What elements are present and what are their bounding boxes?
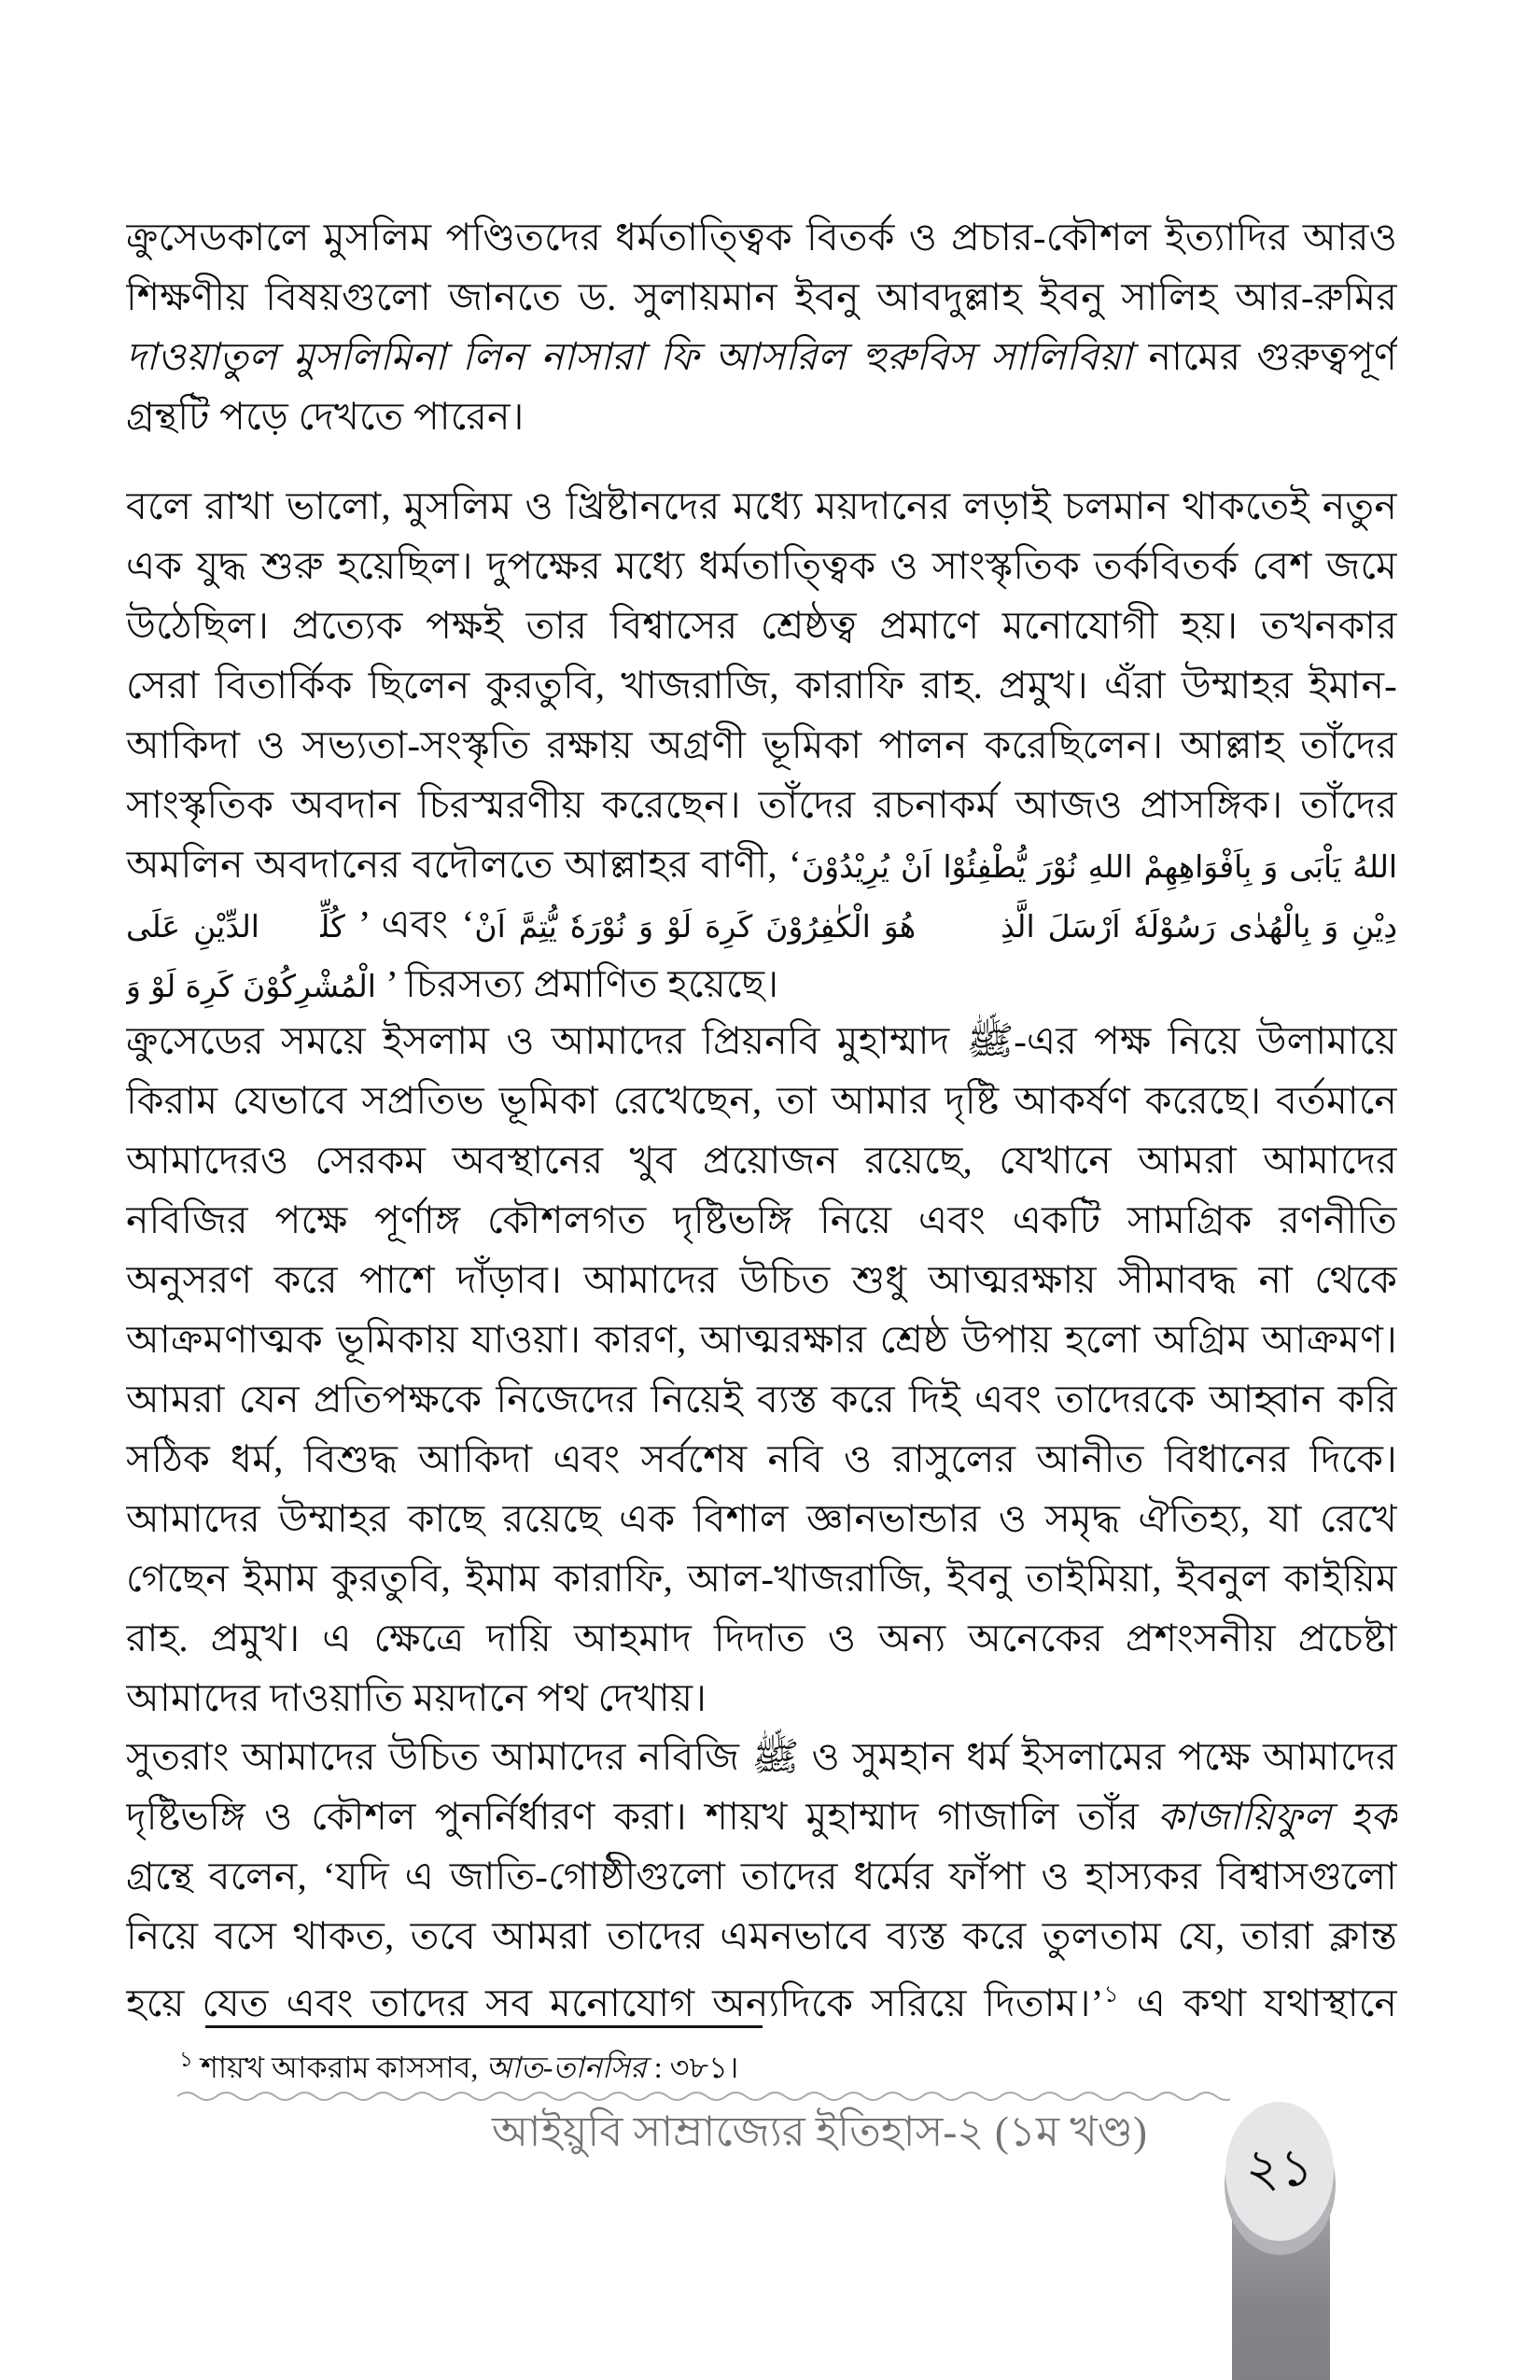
prophet-honorific-symbol: ﷺ [966,1020,1015,1063]
text-segment: এ কথা যথাস্থানে [1118,1981,1397,2024]
text-segment: ও সুমহান ধর্ম ইসলামের পক্ষে আমাদের [799,1735,1397,1778]
text-segment: এক যুদ্ধ শুরু হয়েছিল। দুপক্ষের মধ্যে ধর্মতাত্ত্বিক ও সাংস্কৃতিক তর্কবিতর্ক বেশ জমে [126,544,1397,587]
arabic-quote: اَنْ يُّتِمَّ نُوْرَهٗ وَ لَوْ كَرِهَ الْكٰفِرُوْنَ [474,911,871,945]
paragraph-2 [126,476,1397,1014]
text-segment: ’ চিরসত্য প্রমাণিত হয়েছে। [385,962,779,1005]
text-line [126,595,1397,655]
text-segment: গ্রন্থে বলেন, ‘যদি এ জাতি-গোষ্ঠীগুলো তাদের ধর্মের ফাঁপা ও হাস্যকর বিশ্বাসগুলো [126,1855,1397,1897]
paragraph-4 [126,1727,1397,2025]
text-segment: অমলিন অবদানের বদৌলতে আল্লাহর বাণী, ‘ [126,843,802,886]
text-line [126,1190,1397,1250]
text-line [126,207,1397,267]
text-line [126,267,1397,327]
text-segment: গেছেন ইমাম কুরতুবি, ইমাম কারাফি, আল-খাজরাজি, ইবনু তাইমিয়া, ইবনুল কাইয়িম [126,1557,1397,1600]
text-line [126,1548,1397,1608]
text-line [126,655,1397,715]
text-line [126,1846,1397,1906]
text-segment: আমাদেরও সেরকম অবস্থানের খুব প্রয়োজন রয়েছে, যেখানে আমরা আমাদের [126,1139,1397,1182]
text-segment: দৃষ্টিভঙ্গি ও কৌশল পুনর্নির্ধারণ করা। শায়খ মুহাম্মাদ গাজালি তাঁর [126,1795,1157,1838]
arabic-quote: هُوَ الَّذِيْۤ اَرْسَلَ رَسُوْلَهٗ بِالْهُدٰى وَ دِيْنِ [883,911,1397,945]
text-segment: হয়ে যেত এবং তাদের সব মনোযোগ অন্যদিকে সরিয়ে দিতাম।’ [126,1981,1104,2024]
paragraph-3 [126,1011,1397,1728]
text-segment: সেরা বিতার্কিক ছিলেন কুরতুবি, খাজরাজি, কারাফি রাহ. প্রমুখ। এঁরা উম্মাহর ইমান- [126,664,1397,707]
text-line [126,536,1397,595]
text-segment: সুতরাং আমাদের উচিত আমাদের নবিজি [126,1735,752,1778]
arabic-quote: عَلَى الدِّيْنِ كُلِّهٖ [126,911,345,945]
text-segment: নিয়ে বসে থাকত, তবে আমরা তাদের এমনভাবে ব্যস্ত করে তুলতাম যে, তারা ক্লান্ত [126,1914,1397,1957]
text-segment: আকিদা ও সভ্যতা-সংস্কৃতি রক্ষায় অগ্রণী ভূমিকা পালন করেছিলেন। আল্লাহ তাঁদের [126,723,1397,766]
text-segment: অনুসরণ করে পাশে দাঁড়াব। আমাদের উচিত শুধু আত্মরক্ষায় সীমাবদ্ধ না থেকে [126,1258,1397,1301]
text-line [126,1369,1397,1429]
text-segment: শিক্ষণীয় বিষয়গুলো জানতে ড. সুলায়মান ইবনু আবদুল্লাহ ইবনু সালিহ আর-রুমির [126,275,1397,318]
text-line [126,476,1397,536]
italic-text-segment: দাওয়াতুল মুসলিমিনা লিন নাসারা ফি আসরিল হুরুবিস সালিবিয়া [126,335,1133,378]
text-line [126,1429,1397,1489]
text-segment: কিরাম যেভাবে সপ্রতিভ ভূমিকা রেখেছেন, তা আমার দৃষ্টি আকর্ষণ করেছে। বর্তমানে [126,1079,1397,1122]
text-line [126,775,1397,834]
text-line [126,1786,1397,1846]
text-line [126,327,1397,386]
text-line [126,954,1397,1014]
italic-text-segment: কাজায়িফুল হক [1156,1795,1397,1838]
text-segment: ’ এবং ‘ [357,903,475,945]
text-line [126,1250,1397,1309]
text-segment: আক্রমণাত্মক ভূমিকায় যাওয়া। কারণ, আত্মরক্ষার শ্রেষ্ঠ উপায় হলো অগ্রিম আক্রমণ। [126,1318,1397,1361]
text-line [126,715,1397,775]
text-line [126,1130,1397,1190]
text-segment: রাহ. প্রমুখ। এ ক্ষেত্রে দায়ি আহমাদ দিদাত ও অন্য অনেকের প্রশংসনীয় প্রচেষ্টা [126,1617,1397,1659]
text-line [126,1727,1397,1786]
text-line [126,1668,1397,1728]
text-line [126,1011,1397,1071]
footnote [179,2038,1113,2089]
arabic-quote: وَ لَوْ كَرِهَ الْمُشْرِكُوْنَ [126,971,376,1004]
footnote-marker: ১ [179,2048,193,2071]
text-line [126,1608,1397,1668]
text-segment: সাংস্কৃতিক অবদান চিরস্মরণীয় করেছেন। তাঁদের রচনাকর্ম আজও প্রাসঙ্গিক। তাঁদের [126,783,1397,826]
text-segment: : ৩৮১। [646,2051,739,2084]
text-line [126,386,1397,446]
text-segment: আমরা যেন প্রতিপক্ষকে নিজেদের নিয়েই ব্যস্ত করে দিই এবং তাদেরকে আহ্বান করি [126,1378,1397,1421]
text-segment: নামের গুরুত্বপূর্ণ [1132,335,1397,378]
text-line [126,1966,1397,2025]
text-segment: উঠেছিল। প্রত্যেক পক্ষই তার বিশ্বাসের শ্রেষ্ঠত্ব প্রমাণে মনোযোগী হয়। তখনকার [126,604,1397,647]
text-segment: বলে রাখা ভালো, মুসলিম ও খ্রিষ্টানদের মধ্যে ময়দানের লড়াই চলমান থাকতেই নতুন [126,484,1397,527]
text-line [126,1071,1397,1130]
prophet-honorific-symbol: ﷺ [751,1736,800,1779]
text-segment: আমাদের উম্মাহর কাছে রয়েছে এক বিশাল জ্ঞানভান্ডার ও সমৃদ্ধ ঐতিহ্য, যা রেখে [126,1497,1397,1540]
text-line [126,1906,1397,1966]
page-number: ২১ [1245,2139,1314,2198]
text-segment: শায়খ আকরাম কাসসাব, [192,2051,486,2084]
text-segment: গ্রন্থটি পড়ে দেখতে পারেন। [126,395,525,438]
text-line [126,1489,1397,1548]
text-segment: ক্রুসেডের সময়ে ইসলাম ও আমাদের প্রিয়নবি মুহাম্মাদ [126,1019,967,1062]
italic-text-segment: আত-তানসির [485,2051,647,2084]
arabic-quote: يُرِيْدُوْنَ اَنْ يُّطْفِئُوْا نُوْرَ اللهِ بِاَفْوَاهِهِمْ وَ يَاْبَى اللهُ [801,851,1397,885]
footer-wave-divider [177,2089,1230,2104]
footer-book-title: আইয়ুবি সাম্রাজ্যের ইতিহাস-২ (১ম খণ্ড) [492,2108,1147,2155]
text-segment: ক্রুসেডকালে মুসলিম পণ্ডিতদের ধর্মতাত্ত্বিক বিতর্ক ও প্রচার-কৌশল ইত্যাদির আরও [126,216,1397,259]
text-segment: সঠিক ধর্ম, বিশুদ্ধ আকিদা এবং সর্বশেষ নবি ও রাসুলের আনীত বিধানের দিকে। [126,1437,1397,1480]
footnote-reference-mark: ১ [1103,1982,1119,2008]
text-segment: আমাদের দাওয়াতি ময়দানে পথ দেখায়। [126,1676,707,1719]
text-segment: নবিজির পক্ষে পূর্ণাঙ্গ কৌশলগত দৃষ্টিভঙ্গি নিয়ে এবং একটি সামগ্রিক রণনীতি [126,1198,1397,1241]
footnote-separator-rule [205,2025,763,2028]
text-line [126,834,1397,894]
text-line [126,1309,1397,1369]
text-segment: -এর পক্ষ নিয়ে উলামায়ে [1014,1019,1397,1062]
paragraph-1 [126,207,1397,446]
text-line [126,894,1397,954]
